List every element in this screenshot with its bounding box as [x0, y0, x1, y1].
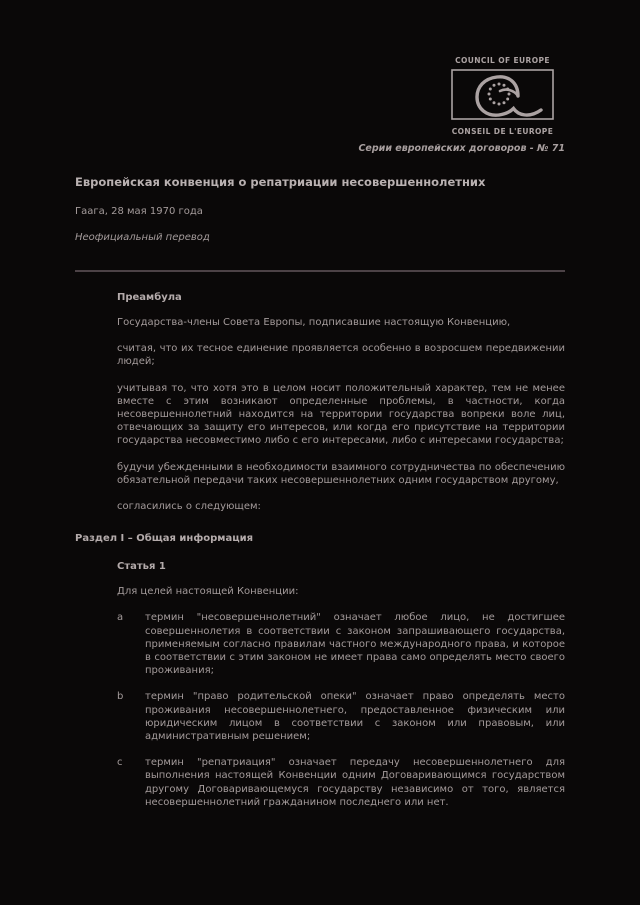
logo-stars — [488, 83, 511, 106]
item-marker: b — [117, 691, 124, 703]
item-marker: a — [117, 612, 124, 624]
document-header — [75, 56, 565, 154]
council-of-europe-logo — [451, 56, 554, 136]
item-text: термин "репатриация" означает передачу несовершеннолетнего для выполнения настоящей Конвенции одним Договаривающимся государством другому Договаривающемуся государству независимо от того, является несовершеннолетний гражданином последнего или нет. — [145, 757, 565, 808]
preamble-paragraph: согласились о следующем: — [117, 501, 261, 513]
definition-item-a — [117, 611, 565, 677]
preamble-heading: Преамбула — [117, 292, 182, 303]
treaty-series-line: Серии европейских договоров - № 71 — [358, 143, 565, 154]
preamble-paragraph: Государства-члены Совета Европы, подписавшие настоящую Конвенцию, — [117, 317, 511, 328]
logo-top-caption: COUNCIL OF EUROPE — [455, 56, 550, 65]
horizontal-rule — [75, 270, 565, 272]
preamble-paragraph: считая, что их тесное единение проявляется особенно в возросшем передвижении людей; — [117, 343, 565, 368]
article-1 — [117, 561, 565, 809]
definition-item-b — [117, 690, 565, 743]
section-1-heading: Раздел I – Общая информация — [75, 533, 254, 545]
preamble-paragraph: будучи убежденными в необходимости взаимного сотрудничества по обеспечению обязательной передачи таких несовершеннолетних одним государством другому, — [117, 461, 565, 486]
item-text: термин "несовершеннолетний" означает любое лицо, не достигшее совершеннолетия в соответствии с законом запрашивающего государства, применяемым согласно правилам частного международного права, и которое в соответствии с этим законом не имеет права само определять место своего проживания; — [145, 612, 565, 677]
preamble-paragraph: учитывая то, что хотя это в целом носит положительный характер, тем не менее вместе с этим возникают определенные проблемы, в частности, когда несовершеннолетний находится на территории государства вопреки воле лиц, отвечающих за защиту его интересов, или когда его присутствие на территории государства несовместимо либо с его интересами, либо с интересами государства; — [117, 382, 565, 447]
item-text: термин "право родительской опеки" означает право определять место проживания несовершеннолетнего, предоставленное физическим или юридическим лицом в соответствии с законом или правовым, или административным решением; — [145, 691, 565, 743]
council-of-europe-emblem-icon — [451, 69, 554, 120]
document-title: Европейская конвенция о репатриации несовершеннолетних — [75, 175, 486, 189]
preamble-section — [117, 292, 565, 513]
article-1-heading: Статья 1 — [117, 561, 166, 573]
article-1-intro: Для целей настоящей Конвенции: — [117, 586, 299, 598]
item-marker: c — [117, 757, 123, 769]
definition-item-c — [117, 756, 565, 809]
document-place-date: Гаага, 28 мая 1970 года — [75, 206, 203, 217]
logo-bottom-caption: CONSEIL DE L'EUROPE — [451, 127, 554, 136]
unofficial-translation-note: Неофициальный перевод — [75, 232, 210, 243]
